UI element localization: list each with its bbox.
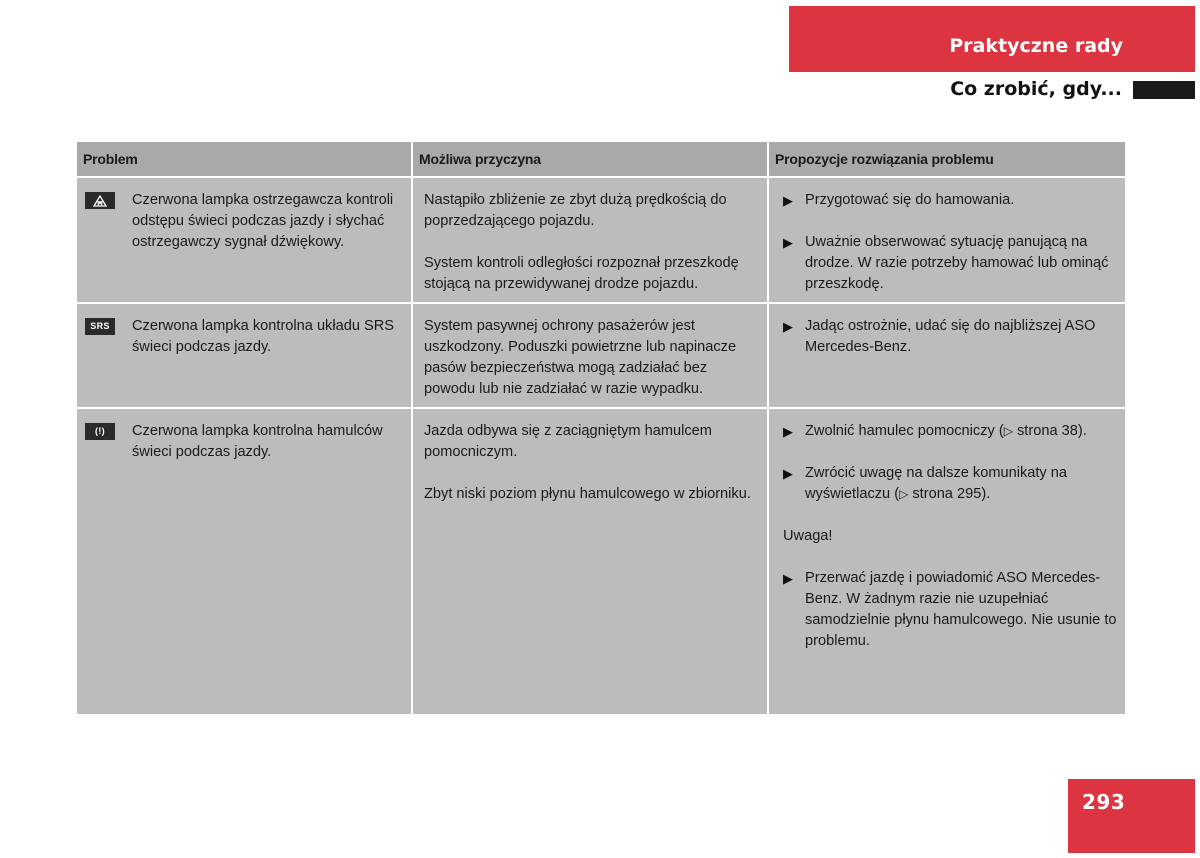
cause-text: Nastąpiło zbliżenie ze zbyt dużą prędkością do poprzedzającego pojazdu. <box>424 192 727 229</box>
solution-text-part: Zwrócić uwagę na dalsze komunikaty na wyświetlaczu ( <box>805 465 1068 502</box>
section-title: Praktyczne rady <box>949 35 1123 57</box>
solution-text <box>805 421 1121 442</box>
page-reference-icon: ▷ <box>899 487 909 501</box>
problem-column <box>77 142 411 714</box>
solution-item <box>783 232 1121 295</box>
problem-cell <box>77 178 411 302</box>
cause-text: Zbyt niski poziom płynu hamulcowego w zbiorniku. <box>424 486 751 502</box>
brake-warning-icon: (!) <box>85 423 115 440</box>
troubleshooting-table <box>77 142 1123 714</box>
bullet-arrow-icon: ▶ <box>783 571 793 586</box>
warning-note: Uwaga! <box>783 528 833 544</box>
bullet-arrow-icon: ▶ <box>783 235 793 250</box>
problem-cell <box>77 304 411 407</box>
problem-text: Czerwona lampka kontrolna hamulców świeci podczas jazdy. <box>132 423 383 460</box>
page-reference-icon: ▷ <box>1003 424 1013 438</box>
solution-item <box>783 463 1121 505</box>
problem-text: Czerwona lampka ostrzegawcza kontroli odstępu świeci podczas jazdy i słychać ostrzegawczy sygnał dźwiękowy. <box>132 192 394 250</box>
solution-cell <box>769 178 1125 302</box>
page-subtitle: Co zrobić, gdy... <box>950 78 1122 100</box>
bullet-arrow-icon: ▶ <box>783 424 793 439</box>
solution-cell <box>769 304 1125 407</box>
solution-item <box>783 421 1121 442</box>
solution-item <box>783 316 1121 358</box>
cause-column <box>413 142 767 714</box>
solution-column <box>769 142 1125 714</box>
cause-text: System kontroli odległości rozpoznał przeszkodę stojącą na przewidywanej drodze pojazdu. <box>424 255 739 292</box>
solution-text: Uważnie obserwować sytuację panującą na drodze. W razie potrzeby hamować lub ominąć przeszkodę. <box>805 234 1109 292</box>
cause-cell <box>413 409 767 714</box>
solution-text-part: strona 295). <box>908 486 991 502</box>
solution-text: Przygotować się do hamowania. <box>805 192 1015 208</box>
bullet-arrow-icon: ▶ <box>783 193 793 208</box>
column-header-cause: Możliwa przyczyna <box>413 142 767 176</box>
cause-cell <box>413 304 767 407</box>
solution-cell <box>769 409 1125 714</box>
solution-item <box>783 568 1121 652</box>
problem-cell <box>77 409 411 714</box>
solution-text <box>805 463 1121 505</box>
cause-text: System pasywnej ochrony pasażerów jest uszkodzony. Poduszki powietrzne lub napinacze pasów bezpieczeństwa mogą zadziałać bez powodu lub nie zadziałać w razie wypadku. <box>424 318 737 397</box>
column-header-problem: Problem <box>77 142 411 176</box>
cause-cell <box>413 178 767 302</box>
solution-text-part: Zwolnić hamulec pomocniczy ( <box>805 423 1004 439</box>
column-header-solution: Propozycje rozwiązania problemu <box>769 142 1125 176</box>
bullet-arrow-icon: ▶ <box>783 319 793 334</box>
solution-item <box>783 190 1121 211</box>
page-number-text: 293 <box>1082 790 1126 814</box>
solution-text: Przerwać jazdę i powiadomić ASO Mercedes-Benz. W żadnym razie nie uzupełniać samodzielnie płynu hamulcowego. Nie usunie to problemu. <box>805 570 1117 649</box>
section-tab <box>789 6 1195 72</box>
bullet-arrow-icon: ▶ <box>783 466 793 481</box>
solution-text-part: strona 38). <box>1012 423 1087 439</box>
subtitle-marker-bar <box>1133 81 1195 99</box>
page-number <box>1068 779 1195 853</box>
problem-text: Czerwona lampka kontrolna układu SRS świeci podczas jazdy. <box>132 318 395 355</box>
distance-warning-icon <box>85 192 115 209</box>
cause-text: Jazda odbywa się z zaciągniętym hamulcem pomocniczym. <box>424 423 712 460</box>
srs-icon: SRS <box>85 318 115 335</box>
solution-text: Jadąc ostrożnie, udać się do najbliższej ASO Mercedes-Benz. <box>805 318 1096 355</box>
